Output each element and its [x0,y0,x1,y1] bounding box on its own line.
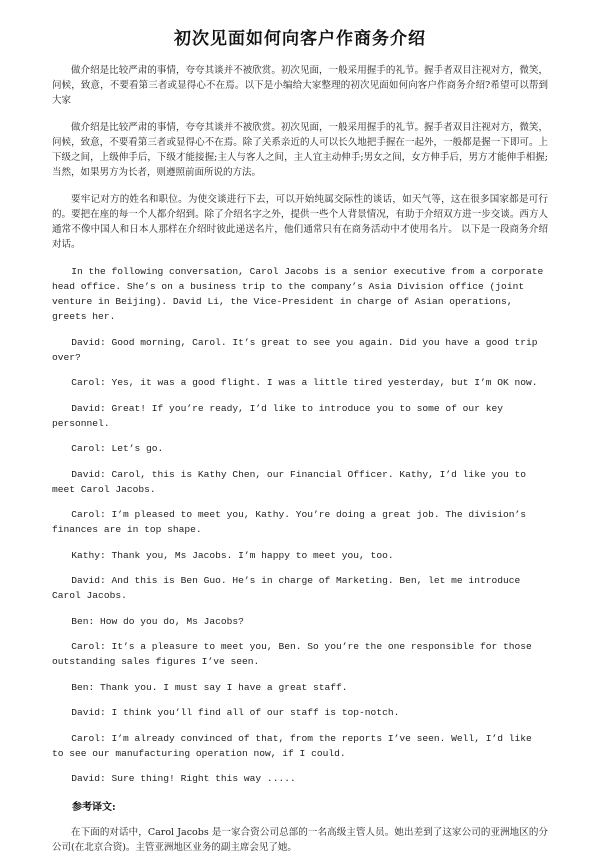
dialogue-intro: In the following conversation, Carol Jacobs is a senior executive from a corporate head office. She’s on a business trip to the company’s Asia Division office (joint venture in Beijing). David Li, the Vice-President in charge of Asian operations, greets her. [52,266,544,322]
document-title: 初次见面如何向客户作商务介绍 [174,29,426,49]
reference-translation-heading: 参考译文: [72,802,116,813]
dialogue-line: Kathy: Thank you, Ms Jacobs. I’m happy to meet you, too. [71,549,394,561]
dialogue-line: Ben: Thank you. I must say I have a great staff. [71,681,348,693]
intro-paragraph-3: 要牢记对方的姓名和职位。为使交谈进行下去，可以开始纯属交际性的谈话，如天气等，这在很多国家都是可行的。要把在座的每一个人都介绍到。除了介绍名字之外，提供一些个人背景情况，有助于介绍双方进一步交谈。西方人通常不像中国人和日本人那样在介绍时彼此递送名片，他们通常只有在商务活动中才使用名片。 以下是一段商务介绍对话。 [52,194,548,250]
dialogue-line: David: Carol, this is Kathy Chen, our Financial Officer. Kathy, I’d like you to meet Carol Jacobs. [52,468,527,495]
dialogue-line: Carol: It’s a pleasure to meet you, Ben. So you’re the one responsible for those outstanding sales figures I’ve seen. [52,641,532,667]
dialogue-line: Carol: I’m already convinced of that, from the reports I’ve seen. Well, I’d like to see our manufacturing operation now, if I could. [52,732,532,759]
intro-paragraph-2: 做介绍是比较严肃的事情，夸夸其谈并不被欣赏。初次见面，一般采用握手的礼节。握手者双目注视对方，微笑，问候，致意，不要看第三者或显得心不在焉。除了关系亲近的人可以长久地把手握在一起外，一般都是握一下即可。上下级之间，上级伸手后，下级才能接握;主人与客人之间，主人宜主动伸手;男女之间，女方伸手后，男方才能伸手相握;当然，如果男方为长者，则遵照前面所说的方法。 [52,122,548,178]
dialogue-line: Ben: How do you do, Ms Jacobs? [71,615,244,627]
dialogue-line: David: And this is Ben Guo. He’s in charge of Marketing. Ben, let me introduce Carol Jacobs. [52,575,521,601]
dialogue-line: David: Sure thing! Right this way ..... [71,773,296,784]
dialogue-line: Carol: Let’s go. [71,443,164,454]
dialogue-line: David: Good morning, Carol. It’s great to see you again. Did you have a good trip over? [52,336,538,363]
dialogue-line: Carol: I’m pleased to meet you, Kathy. You’re doing a great job. The division’s finances are in top shape. [52,509,527,535]
dialogue-line: David: Great! If you’re ready, I’d like to introduce you to some of our key personnel. [52,402,503,429]
translation-paragraph: 在下面的对话中，Carol Jacobs 是一家合资公司总部的一名高级主管人员。她出差到了这家公司的亚洲地区的分公司(在北京合资)。主管亚洲地区业务的副主席会见了她。 [52,827,548,853]
dialogue-line: Carol: Yes, it was a good flight. I was a little tired yesterday, but I’m OK now. [71,377,538,388]
intro-paragraph-1: 做介绍是比较严肃的事情，夸夸其谈并不被欣赏。初次见面，一般采用握手的礼节。握手者双目注视对方，微笑，问候，致意，不要看第三者或显得心不在焉。以下是小编给大家整理的初次见面如何向客户作商务介绍?希望可以帮到大家 [52,65,548,106]
dialogue-line: David: I think you’ll find all of our staff is top-notch. [71,707,400,718]
